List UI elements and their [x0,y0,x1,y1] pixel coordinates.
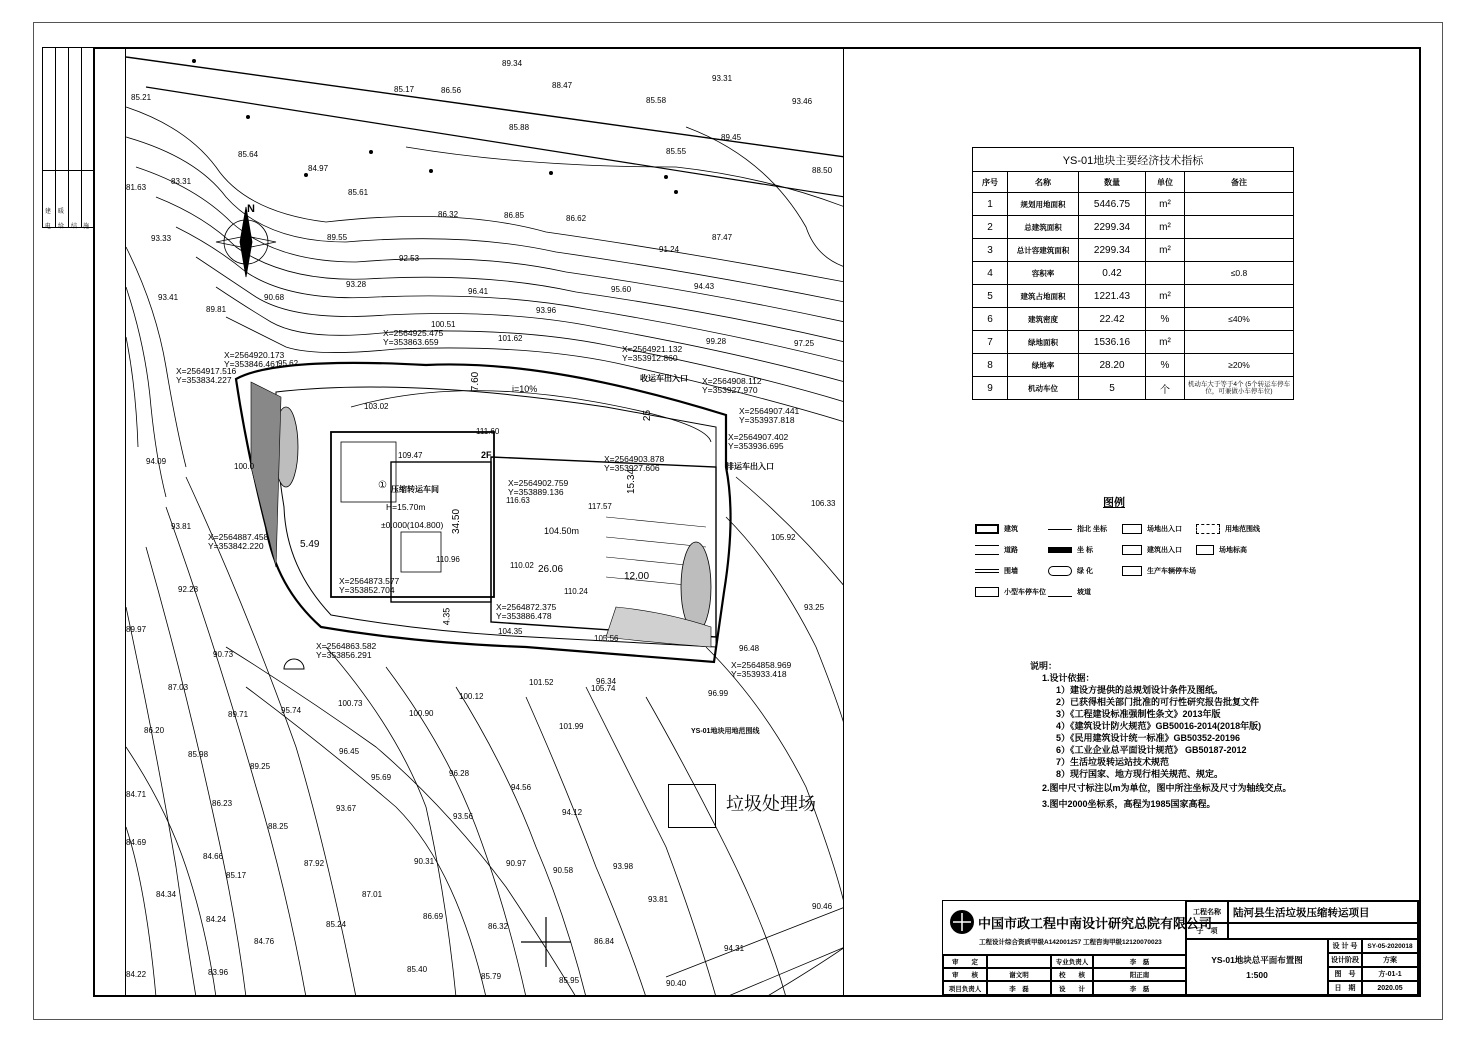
spot-height: 88.50 [812,166,833,175]
building-entrance-symbol-icon [1122,545,1142,555]
spot-height: 94.31 [724,944,745,953]
vehicle-parking-symbol-icon [1122,566,1142,576]
spot-height: 84.66 [203,852,224,861]
site-elevation-symbol-icon [1196,545,1214,555]
legend-item: 坐 标 [1048,545,1093,555]
spot-height: 96.34 [596,677,617,686]
role-name: 谢文明 [987,968,1051,981]
spot-height: 95.74 [281,706,302,715]
col-header: 数量 [1079,172,1146,193]
legend-item: 生产车辆停车场 [1122,566,1196,576]
spot-height: 93.41 [158,293,179,302]
spot-height: 85.98 [188,750,209,759]
spot-height: 94.12 [562,808,583,817]
north-coordinate-symbol-icon [1048,529,1072,530]
coordinate: Y=353933.418 [731,669,787,679]
floor-label: 2F [481,450,492,460]
spot-height: 93.28 [346,280,367,289]
role-label: 校 核 [1051,968,1093,981]
spot-height: 89.45 [721,133,742,142]
spot-height: 90.68 [264,293,285,302]
role-label: 项目负责人 [943,981,987,995]
spot-height: 96.45 [339,747,360,756]
spot-height: 87.47 [712,233,733,242]
design-no-label: 设 计 号 [1328,939,1362,953]
site-elevation: 110.02 [510,561,534,570]
coordinate: Y=353842.220 [208,541,264,551]
spot-height: 90.97 [506,859,527,868]
spot-height: 94.56 [511,783,532,792]
site-elevation: 117.57 [588,502,612,511]
coordinate: X=2564925.475 [383,328,444,338]
spot-height: 86.20 [144,726,165,735]
coordinate: Y=353886.478 [496,611,552,621]
spot-height: 93.96 [536,306,557,315]
spot-height: 100.51 [431,320,456,329]
site-entrance-symbol-icon [1122,524,1142,534]
spot-height: 90.40 [666,979,687,988]
site-elevation: 110.96 [436,555,460,564]
spot-height: 105.74 [591,684,616,693]
entrance-label: 收运车出入口 [640,374,688,383]
spot-height: 93.25 [804,603,825,612]
role-name: 阳正南 [1093,968,1186,981]
legend-item: 场地出入口 [1122,524,1182,534]
coordinate: X=2564907.441 [739,406,800,416]
spot-height: 90.58 [553,866,574,875]
spot-height: 86.56 [441,86,462,95]
coordinate: Y=353889.136 [508,487,564,497]
role-label: 专业负责人 [1051,955,1093,968]
legend-title: 图例 [1103,497,1125,509]
spot-height: 90.46 [812,902,833,911]
site-elevation: 110.24 [564,587,588,596]
building-name: 压缩转运车间 [391,485,439,494]
spot-height: 96.41 [468,287,489,296]
spot-height: 84.69 [126,838,147,847]
role-name [987,955,1051,968]
spot-height: 100.0 [234,462,255,471]
table-row: 8 绿地率 28.20 % ≥20% [973,354,1294,377]
coordinate: Y=353856.291 [316,650,372,660]
drawing-no-label: 图 号 [1328,967,1362,981]
spot-height: 86.85 [504,211,525,220]
dimension: 15.34 [626,468,638,495]
spot-height: 85.17 [394,85,415,94]
spot-height: 89.55 [327,233,348,242]
legend-item: 道路 [975,545,1018,555]
table-row: 1 规划用地面积 5446.75 m² [973,193,1294,216]
ramp-symbol-icon [1048,587,1072,597]
dimension: 26.06 [538,564,564,575]
entrance-label: 排运车出入口 [726,462,774,471]
facility-label: 垃圾处理场 [726,794,816,814]
site-elevation: 104.35 [498,627,523,636]
building-number: ① [378,480,387,491]
boundary-symbol-icon [1196,524,1220,534]
spot-height: 81.63 [126,183,147,192]
strip-label: 施 [83,224,90,230]
stage-label: 设计阶段 [1328,953,1362,967]
legend-item: 坡道 [1048,587,1091,597]
spot-height: 106.33 [811,499,836,508]
spot-height: 87.92 [304,859,325,868]
design-notes: 说明： 1.设计依据： 1）建设方提供的总规划设计条件及图纸。 2）已获得相关部门批准的可行性研究报告批复文件 3）《工程建设标准强制性条文》2013年版 4）《建筑设计防火规范》GB50016-2014(2018年版) 5）《民用建筑设计统一标准》GB50352-20196 6）《工业企业总平面设计规范》 GB50187-2012 7）生活垃圾转运站技术规范 8）现行国家、地方现行相关规范、规定。 2.图中尺寸标注以m为单位，图中所注坐标及尺寸为轴线交点。 3.图中2000坐标系，高程为1985国家高程。 [1030,661,1292,809]
discipline-signature-strip [42,47,94,228]
coordinate-symbol-icon [1048,547,1072,553]
role-label: 设 计 [1051,981,1093,995]
dimension: 4.35 [441,607,452,626]
spot-height: 94.09 [146,457,167,466]
col-header: 名称 [1008,172,1079,193]
role-name: 李 磊 [1093,955,1186,968]
dimension: 12.00 [624,571,650,582]
site-elevation: 116.63 [506,496,530,505]
coordinate: Y=353927.970 [702,385,758,395]
coordinate: X=2564921.132 [622,344,683,354]
coordinate: X=2564872.375 [496,602,557,612]
coordinate: X=2564858.969 [731,660,792,670]
coordinate: X=2564908.112 [702,376,762,386]
table-row: 7 绿地面积 1536.16 m² [973,331,1294,354]
table-title: YS-01地块主要经济技术指标 [973,148,1294,172]
coordinate: X=2564902.759 [508,478,569,488]
coordinate: Y=353936.695 [728,441,784,451]
dimension: 7.60 [470,371,482,392]
spot-height: 105.92 [771,533,796,542]
building-symbol-icon [975,524,999,534]
spot-height: 97.25 [794,339,815,348]
legend-item: 小型车停车位 [975,587,1046,597]
legend-item: 绿 化 [1048,566,1093,576]
col-header: 单位 [1146,172,1185,193]
site-plan-map [125,47,844,997]
legend-item: 场地标高 [1196,545,1247,555]
spot-height: 88.47 [552,81,573,90]
design-no: SY-05-2020018 [1362,939,1418,953]
spot-height: 87.03 [168,683,189,692]
spot-height: 101.99 [559,722,584,731]
strip-label: 给 [58,224,65,230]
wall-symbol-icon [975,569,999,573]
legend-item: 用地范围线 [1196,524,1260,534]
company-logo-icon [949,909,975,935]
spot-height: 84.76 [254,937,275,946]
legend-item: 建筑出入口 [1122,545,1182,555]
title-block [942,900,1419,996]
coordinate: X=2564907.402 [728,432,789,442]
project-name: 陆河县生活垃圾压缩转运项目 [1228,901,1418,923]
greenery-symbol-icon [1048,566,1072,576]
spot-height: 93.33 [151,234,172,243]
spot-height: 84.34 [156,890,177,899]
coordinate: Y=353927.606 [604,463,660,473]
spot-height: 93.56 [453,812,474,821]
spot-height: 96.48 [739,644,760,653]
table-row: 6 建筑密度 22.42 % ≤40% [973,308,1294,331]
spot-height: 95.60 [611,285,632,294]
drawing-scale: 1:500 [1246,970,1268,980]
spot-height: 100.12 [459,692,484,701]
company-name: 中国市政工程中南设计研究总院有限公司 [978,915,1213,931]
spot-height: 86.23 [212,799,233,808]
spot-height: 84.71 [126,790,147,799]
building-height: H=15.70m [386,502,426,512]
coordinate: X=2564920.173 [224,350,285,360]
coordinate: X=2564887.458 [208,532,269,542]
spot-height: 85.61 [348,188,369,197]
spot-height: 89.25 [250,762,271,771]
plateau-elevation: 104.50m [544,526,580,536]
parking-symbol-icon [975,587,999,597]
spot-height: 99.28 [706,337,727,346]
building-elevation: ±0.000(104.800) [381,520,444,530]
spot-height: 85.95 [559,976,580,985]
table-row: 3 总计容建筑面积 2299.34 m² [973,239,1294,262]
drawing-no: 方-01-1 [1362,967,1418,981]
spot-height: 84.97 [308,164,329,173]
spot-height: 91.24 [659,245,680,254]
spot-height: 95.62 [278,359,299,368]
site-elevation: 103.02 [364,402,389,411]
spot-height: 85.88 [509,123,530,132]
spot-height: 95.69 [371,773,392,782]
date: 2020.05 [1362,981,1418,995]
table-row: 9 机动车位 5 个 机动车大于等于4个 (5个转运车停车位，可兼做小车停车位) [973,377,1294,400]
spot-height: 92.53 [399,254,420,263]
spot-height: 84.24 [206,915,227,924]
spot-height: 89.81 [206,305,227,314]
north-arrow-label: N [247,203,255,215]
spot-height: 86.84 [594,937,615,946]
spot-height: 94.43 [694,282,715,291]
spot-height: 85.64 [238,150,259,159]
company-qualification: 工程设计综合资质甲级A142001257 工程咨询甲级12120070023 [979,939,1162,946]
legend-item: 指北 坐标 [1048,524,1107,534]
spot-height: 100.73 [338,699,363,708]
facility-marker-box [668,784,716,828]
sub-item-label: 子 项 [1186,923,1228,939]
legend-item: 建筑 [975,524,1018,534]
spot-height: 96.28 [449,769,470,778]
coordinate: Y=353912.860 [622,353,678,363]
spot-height: 93.81 [648,895,669,904]
drawing-title-cell [1186,939,1328,995]
spot-height: 89.34 [502,59,523,68]
spot-height: 96.99 [708,689,729,698]
spot-height: 84.22 [126,970,147,979]
spot-height: 93.81 [171,522,192,531]
spot-height: 86.32 [488,922,509,931]
coordinate: Y=353846.461 [224,359,280,369]
spot-height: 85.55 [666,147,687,156]
date-label: 日 期 [1328,981,1362,995]
economic-indicators-table [972,147,1294,400]
spot-height: 85.79 [481,972,502,981]
coordinate: Y=353852.704 [339,585,395,595]
spot-height: 85.40 [407,965,428,974]
boundary-line-label: YS-01地块用地范围线 [691,728,760,735]
spot-height: 89.71 [228,710,249,719]
role-label: 审 核 [943,968,987,981]
spot-height: 90.31 [414,857,435,866]
spot-height: 93.98 [613,862,634,871]
coordinate: Y=353937.818 [739,415,795,425]
spot-height: 100.90 [409,709,434,718]
spot-height: 85.24 [326,920,347,929]
table-row: 2 总建筑面积 2299.34 m² [973,216,1294,239]
role-label: 审 定 [943,955,987,968]
spot-height: 87.01 [362,890,383,899]
spot-height: 101.62 [498,334,523,343]
spot-height: 86.32 [438,210,459,219]
col-header: 备注 [1185,172,1294,193]
spot-height: 101.52 [529,678,554,687]
spot-height: 85.21 [131,93,152,102]
spot-height: 83.96 [208,968,229,977]
coordinate: Y=353863.659 [383,337,439,347]
spot-height: 93.67 [336,804,357,813]
strip-label: 建 [45,209,52,215]
coordinate: Y=353834.227 [176,375,232,385]
dimension: 34.50 [451,508,463,535]
stage: 方案 [1362,953,1418,967]
spot-height: 93.46 [792,97,813,106]
site-elevation: 111.60 [476,427,500,436]
strip-label: 结 [71,224,78,230]
role-name: 李 磊 [987,981,1051,995]
site-elevation: 105.56 [594,634,619,643]
coordinate: X=2564873.577 [339,576,400,586]
contour-drawing [126,47,844,997]
spot-height: 85.58 [646,96,667,105]
coordinate: X=2564903.878 [604,454,665,464]
dimension: 5.49 [300,539,320,550]
strip-label: 电 [45,224,52,230]
coordinate: X=2564863.582 [316,641,377,651]
spot-height: 90.73 [213,650,234,659]
road-symbol-icon [975,545,999,555]
slope-label: i=10% [512,384,538,394]
project-name-label: 工程名称 [1186,901,1228,923]
spot-height: 88.25 [268,822,289,831]
strip-label: 暖 [58,209,65,215]
drawing-title: YS-01地块总平面布置图 [1211,955,1303,965]
spot-height: 93.31 [712,74,733,83]
dimension: 25 [642,409,654,422]
spot-height: 86.69 [423,912,444,921]
col-header: 序号 [973,172,1008,193]
spot-height: 85.17 [226,871,247,880]
spot-height: 89.97 [126,625,147,634]
table-row: 4 容积率 0.42 ≤0.8 [973,262,1294,285]
table-row: 5 建筑占地面积 1221.43 m² [973,285,1294,308]
spot-height: 92.28 [178,585,199,594]
sub-item-value [1228,923,1418,939]
legend-item: 围墙 [975,566,1018,576]
spot-height: 83.31 [171,177,192,186]
coordinate: X=2564917.516 [176,366,237,376]
role-name: 李 磊 [1093,981,1186,995]
site-elevation: 109.47 [398,451,423,460]
spot-height: 86.62 [566,214,587,223]
